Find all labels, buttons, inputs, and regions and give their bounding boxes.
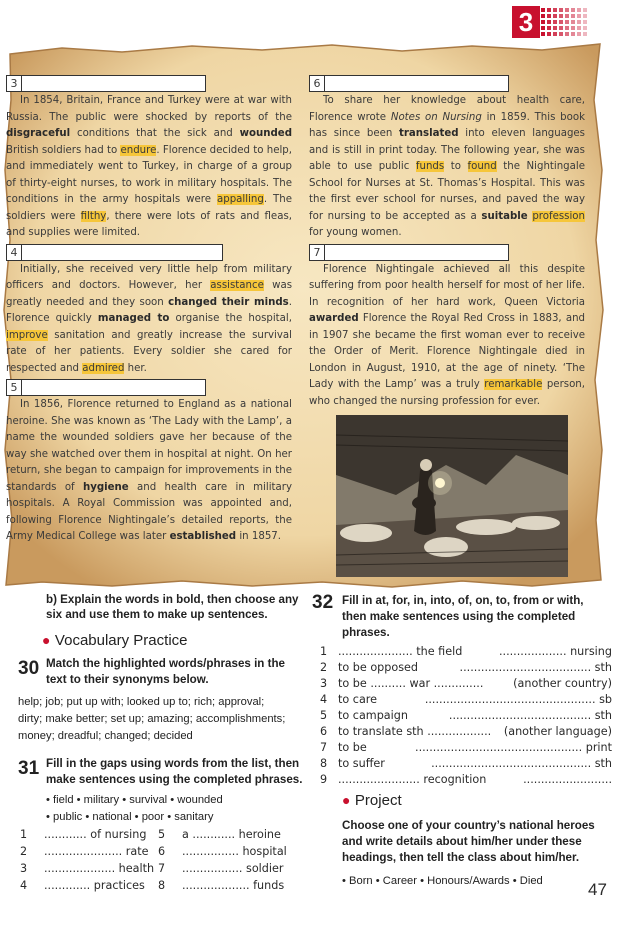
ex32-item-number: 8: [320, 757, 328, 770]
highlighted-word: improve: [6, 329, 48, 341]
exercise-number: 32: [312, 592, 334, 613]
ex32-item-phrase[interactable]: to suffer: [338, 757, 385, 770]
ex32-item-ending[interactable]: .........................: [523, 773, 612, 786]
ex32-item-number: 1: [320, 645, 328, 658]
ex32-item-phrase[interactable]: ..................... the field: [338, 645, 463, 658]
ex31-item-number: 2: [20, 845, 28, 858]
highlighted-word: assistance: [210, 280, 264, 291]
ex31-item-gap[interactable]: a ............ heroine: [182, 828, 281, 841]
highlighted-word: filthy: [80, 210, 107, 222]
ex31-item-number: 4: [20, 879, 28, 892]
ex31-item-number: 5: [158, 828, 166, 841]
ex31-item-gap[interactable]: ............ of nursing: [44, 828, 147, 841]
ex32-item-ending[interactable]: ............................................... print: [415, 741, 612, 754]
ex31-item-number: 8: [158, 879, 166, 892]
paragraph-6-heading-box[interactable]: 6: [309, 75, 509, 92]
ex31-item-gap[interactable]: ............. practices: [44, 879, 145, 892]
ex32-item-number: 2: [320, 661, 328, 674]
ex31-item-number: 6: [158, 845, 166, 858]
exercise-32: [312, 592, 333, 614]
bold-word: translated: [399, 128, 459, 139]
ex32-item-phrase[interactable]: to translate sth ..................: [338, 725, 492, 738]
ex32-item-ending[interactable]: (another language): [503, 725, 612, 738]
bold-word: awarded: [309, 313, 359, 324]
ex31-item-number: 1: [20, 828, 28, 841]
paragraph-7: Florence Nightingale achieved all this despite suffering from poor health herself for most of her life. In recognition of her hard work, Queen Victoria awarded Florence the Royal Red Cross in 1883, and in 1907 she became the first woman ever to receive the Order of Merit. Florence Nightingale died in London in August, 1910, at the age of ninety. ‘The Lady with the Lamp’ was a truly remarkable person, who changed the nursing profession for ever.: [309, 263, 585, 407]
ex32-item-number: 7: [320, 741, 328, 754]
paragraph-5-heading-box[interactable]: 5: [6, 379, 206, 396]
ex32-item-phrase[interactable]: ....................... recognition: [338, 773, 487, 786]
bullet-icon: ●: [42, 632, 51, 648]
highlighted-word: funds: [415, 161, 445, 172]
highlighted-word: remarkable: [484, 379, 543, 390]
ex32-item-number: 4: [320, 693, 328, 706]
bullet-icon: ●: [342, 792, 351, 808]
ex31-item-gap[interactable]: ................. soldier: [182, 862, 284, 875]
ex32-item-phrase[interactable]: to care: [338, 693, 378, 706]
paragraph-4: Initially, she received very little help from military officers and doctors. However, her assistance was greatly needed and they soon changed their minds. Florence quickly managed to organise the hospital, improve sanitation and greatly increase the survival rate of her patients. Every soldier she cared for respected and admired her.: [6, 263, 292, 374]
ex32-item-number: 5: [320, 709, 328, 722]
paragraph-3-heading-box[interactable]: 3: [6, 75, 206, 92]
ex31-item-number: 7: [158, 862, 166, 875]
page-number: 47: [588, 880, 607, 899]
bold-word: established: [169, 531, 237, 542]
badge-dots: [541, 8, 585, 36]
ex31-item-gap[interactable]: .................... health: [44, 862, 155, 875]
paragraph-7-heading-box[interactable]: 7: [309, 244, 509, 261]
paragraph-3: In 1854, Britain, France and Turkey were at war with Russia. The public were shocked by reports of the disgraceful conditions that the sick and wounded British soldiers had to endure. Florence decided to help, and immediately went to Turkey, in charge of a group of thirty-eight nurses, to work in military hospitals. The conditions in the army hospitals were appalling. The soldiers were filthy, there were lots of rats and fleas, and supplies were limited.: [6, 95, 292, 238]
exercise-number: 31: [18, 758, 40, 779]
bold-word: suitable: [481, 210, 528, 222]
exercise-31-word-list: • field • military • survival • wounded • public • national • poor • sanitary: [46, 794, 223, 823]
exercise-b-instructions: b) Explain the words in bold, then choose any six and use them to make up sentences.: [46, 593, 299, 621]
ex32-item-ending[interactable]: ..................................... sth: [459, 661, 612, 674]
ex32-item-ending[interactable]: ................... nursing: [498, 645, 612, 658]
ex32-item-phrase[interactable]: to campaign: [338, 709, 408, 722]
ex32-item-ending[interactable]: (another country): [513, 677, 612, 690]
project-heading: ● Project: [342, 792, 402, 809]
ex31-item-gap[interactable]: ...................... rate: [44, 845, 149, 858]
exercise-number: 30: [18, 658, 40, 679]
ex31-item-gap[interactable]: ................ hospital: [182, 845, 287, 858]
paragraph-4-heading-box[interactable]: 4: [6, 244, 223, 261]
ex32-item-number: 9: [320, 773, 328, 786]
vocabulary-practice-heading: ● Vocabulary Practice: [42, 632, 188, 649]
paragraph-5: In 1856, Florence returned to England as a national heroine. She was known as ‘The Lady with the Lamp’, a name the wounded soldiers gave her because of the way she watched over them in hospital at night. On her return, she began to campaign for improvements in the standards of hygiene and health care in military hospitals. A Royal Commission was appointed and, following Florence Nightingale’s detailed reports, the Army Medical College was later established in 1857.: [6, 399, 292, 542]
lady-with-lamp-illustration: [336, 415, 568, 577]
reading-right-column: [309, 73, 585, 410]
bold-word: changed their minds: [168, 296, 289, 308]
exercise-30: [18, 658, 39, 680]
highlighted-word: found: [467, 161, 497, 172]
unit-badge: [512, 6, 540, 38]
bold-word: managed to: [97, 313, 170, 324]
exercise-30-instructions: Match the highlighted words/phrases in the text to their synonyms below.: [46, 657, 285, 686]
highlighted-word: appalling: [216, 194, 264, 205]
exercise-32-instructions: Fill in at, for, in, into, of, on, to, from or with, then make sentences using the completed phrases.: [342, 594, 584, 639]
reading-parchment: [2, 40, 606, 588]
ex32-item-ending[interactable]: ............................................. sth: [431, 757, 612, 770]
reading-left-column: [6, 73, 292, 546]
bold-word: wounded: [239, 128, 292, 139]
ex32-item-phrase[interactable]: to be .......... war ..............: [338, 677, 484, 690]
bold-word: hygiene: [82, 481, 129, 493]
book-title: Notes on Nursing: [390, 111, 482, 123]
ex32-item-number: 3: [320, 677, 328, 690]
ex32-item-phrase[interactable]: to be opposed: [338, 661, 419, 674]
project-headings-list: • Born • Career • Honours/Awards • Died: [342, 875, 543, 887]
ex32-item-number: 6: [320, 725, 328, 738]
unit-number: 3: [518, 7, 534, 37]
exercise-31-instructions: Fill in the gaps using words from the list, then make sentences using the completed phrases.: [46, 757, 303, 786]
bold-word: disgraceful: [6, 128, 71, 139]
ex32-item-phrase[interactable]: to be: [338, 741, 367, 754]
ex32-item-ending[interactable]: ........................................ sth: [448, 709, 612, 722]
paragraph-6: To share her knowledge about health care, Florence wrote Notes on Nursing in 1859. This book has since been translated into eleven languages and is still in print today. The following year, she was able to use public funds to found the Nightingale School for Nurses at St. Thomas’s Hospital. This was the first ever school for nurses, and paved the way for nursing to be accepted as a suitable profession for young women.: [309, 95, 586, 238]
ex31-item-gap[interactable]: ................... funds: [182, 879, 285, 892]
ex31-item-number: 3: [20, 862, 28, 875]
exercise-31: [18, 758, 39, 780]
project-instructions: Choose one of your country’s national heroes and write details about him/her under these headings, then tell the class about him/her.: [342, 819, 595, 864]
highlighted-word: admired: [82, 362, 125, 374]
ex32-item-ending[interactable]: ................................................ sb: [424, 693, 612, 706]
highlighted-word: profession: [532, 210, 585, 222]
exercise-30-synonyms: help; job; put up with; looked up to; rich; approval; dirty; make better; set up; amazing; accomplishments; money; dreadful; changed; decided: [18, 696, 286, 742]
highlighted-word: endure: [120, 144, 157, 156]
